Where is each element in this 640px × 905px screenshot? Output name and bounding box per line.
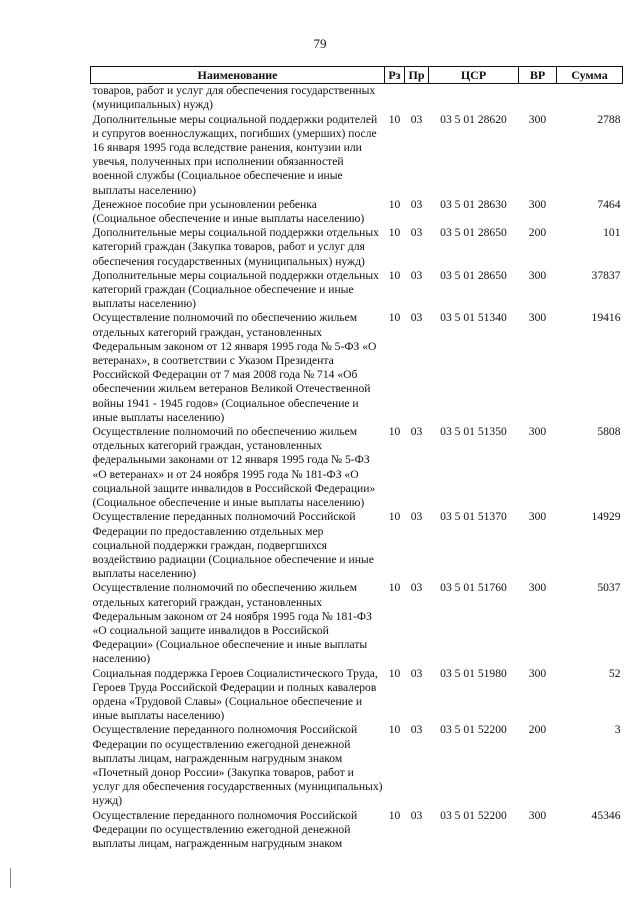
row-vr: 300 — [528, 311, 547, 325]
row-name: Осуществление переданного полномочия Российской Федерации по осуществлению ежегодной денежной выплаты лицам, награжденным нагрудным знаком «Почетный донор России» (Закупка товаров, работ и услуг для обеспечения государственных (муниципальных) нужд) — [92, 723, 383, 808]
table-row — [91, 425, 623, 510]
row-csr: 03 5 01 28630 — [440, 197, 507, 211]
row-name: Осуществление переданного полномочия Российской Федерации по осуществлению ежегодной денежной выплаты лицам, награжденным нагрудным знаком — [92, 808, 358, 850]
row-sum: 5808 — [597, 425, 621, 439]
row-sum: 7464 — [597, 197, 621, 211]
row-rz: 10 — [388, 112, 401, 126]
row-name: Осуществление переданных полномочий Российской Федерации по предоставлению отдельных мер социальной поддержки граждан, подвергшихся воздействию радиации (Социальное обеспечение и иные выплаты населению) — [92, 510, 374, 581]
row-rz: 10 — [388, 425, 401, 439]
row-csr: 03 5 01 51340 — [440, 311, 507, 325]
row-sum: 14929 — [591, 510, 621, 524]
row-vr — [519, 84, 557, 113]
row-name: Осуществление полномочий по обеспечению жильем отдельных категорий граждан, установленных Федеральным законом от 12 января 1995 года № 5-ФЗ «О ветеранах», в соответствии с Указом Президента Российской Федерации от 7 мая 2008 года № 714 «Об обеспечении жильем ветеранов Великой Отечественной войны 1941 - 1945 годов» (Социальное обеспечение и иные выплаты населению) — [92, 311, 377, 424]
row-rz: 10 — [388, 226, 401, 240]
row-vr: 200 — [528, 723, 547, 737]
row-vr: 200 — [528, 226, 547, 240]
table-row — [91, 723, 623, 808]
table-row — [91, 113, 623, 198]
row-pr: 03 — [410, 197, 423, 211]
row-pr: 03 — [410, 311, 423, 325]
row-vr: 300 — [528, 268, 547, 282]
row-csr: 03 5 01 28620 — [440, 112, 507, 126]
table-row — [91, 667, 623, 724]
row-csr: 03 5 01 52200 — [440, 723, 507, 737]
row-vr: 300 — [528, 197, 547, 211]
row-pr: 03 — [410, 510, 423, 524]
table-row — [91, 84, 623, 113]
row-csr: 03 5 01 51350 — [440, 425, 507, 439]
row-name: Дополнительные меры социальной поддержки отдельных категорий граждан (Закупка товаров, работ и услуг для обеспечения государственных (муниципальных) нужд) — [92, 226, 379, 268]
header-sum: Сумма — [557, 67, 623, 84]
header-name: Наименование — [91, 67, 385, 84]
row-vr: 300 — [528, 808, 547, 822]
row-sum: 52 — [608, 666, 621, 680]
row-rz: 10 — [388, 808, 401, 822]
table-row — [91, 311, 623, 425]
row-name: товаров, работ и услуг для обеспечения государственных (муниципальных) нужд) — [92, 84, 376, 112]
header-pr: Пр — [405, 67, 429, 84]
row-rz: 10 — [388, 311, 401, 325]
row-name: Осуществление полномочий по обеспечению жильем отдельных категорий граждан, установленных федеральными законами от 12 января 1995 года № 5-ФЗ «О ветеранах» и от 24 ноября 1995 года № 181-ФЗ «О социальной защите инвалидов в Российской Федерации» (Социальное обеспечение и иные выплаты населению) — [92, 425, 376, 510]
table-row — [91, 226, 623, 269]
row-pr: 03 — [410, 723, 423, 737]
row-name: Осуществление полномочий по обеспечению жильем отдельных категорий граждан, установленных Федеральным законом от 24 ноября 1995 года № 181-ФЗ «О социальной защите инвалидов в Российской Федерации» (Социальное обеспечение и иные выплаты населению) — [92, 581, 372, 666]
row-rz: 10 — [388, 666, 401, 680]
row-rz: 10 — [388, 723, 401, 737]
row-rz: 10 — [388, 268, 401, 282]
header-rz: Рз — [385, 67, 405, 84]
row-csr: 03 5 01 51980 — [440, 666, 507, 680]
row-sum — [557, 84, 623, 113]
row-pr: 03 — [410, 808, 423, 822]
row-pr: 03 — [410, 226, 423, 240]
table-row — [91, 809, 623, 852]
row-sum: 2788 — [597, 112, 621, 126]
table-row — [91, 581, 623, 666]
row-pr: 03 — [410, 268, 423, 282]
row-sum: 101 — [603, 226, 621, 240]
table-body — [91, 84, 623, 851]
table-row — [91, 510, 623, 581]
budget-table — [90, 66, 623, 851]
row-rz: 10 — [388, 581, 401, 595]
row-csr: 03 5 01 28650 — [440, 268, 507, 282]
row-sum: 3 — [614, 723, 621, 737]
header-vr: ВР — [519, 67, 557, 84]
margin-mark — [10, 868, 11, 888]
row-csr: 03 5 01 51760 — [440, 581, 507, 595]
row-name: Дополнительные меры социальной поддержки родителей и супругов военнослужащих, погибших (умерших) после 16 января 1995 года вследствие ранения, контузии или увечья, полученных при исполнении обязанностей военной службы (Социальное обеспечение и иные выплаты населению) — [92, 112, 378, 197]
row-pr — [405, 84, 429, 113]
row-pr: 03 — [410, 666, 423, 680]
page-number: 79 — [313, 36, 327, 51]
row-csr: 03 5 01 52200 — [440, 808, 507, 822]
row-pr: 03 — [410, 581, 423, 595]
row-vr: 300 — [528, 112, 547, 126]
row-pr: 03 — [410, 112, 423, 126]
row-name: Денежное пособие при усыновлении ребенка (Социальное обеспечение и иные выплаты населению) — [92, 197, 365, 226]
row-csr: 03 5 01 51370 — [440, 510, 507, 524]
row-vr: 300 — [528, 510, 547, 524]
row-sum: 5037 — [597, 581, 621, 595]
table-row — [91, 269, 623, 312]
row-csr — [429, 84, 519, 113]
row-csr: 03 5 01 28650 — [440, 226, 507, 240]
row-rz: 10 — [388, 197, 401, 211]
row-vr: 300 — [528, 425, 547, 439]
row-sum: 19416 — [591, 311, 621, 325]
row-name: Дополнительные меры социальной поддержки отдельных категорий граждан (Социальное обеспечение и иные выплаты населению) — [92, 268, 379, 311]
row-rz — [385, 84, 405, 113]
row-rz: 10 — [388, 510, 401, 524]
header-csr: ЦСР — [429, 67, 519, 84]
table-header — [91, 67, 623, 84]
row-sum: 37837 — [591, 268, 621, 282]
row-vr: 300 — [528, 581, 547, 595]
table-row — [91, 198, 623, 226]
row-pr: 03 — [410, 425, 423, 439]
row-sum: 45346 — [591, 808, 621, 822]
row-name: Социальная поддержка Героев Социалистического Труда, Героев Труда Российской Федерации и полных кавалеров ордена «Трудовой Славы» (Социальное обеспечение и иные выплаты населению) — [92, 666, 378, 723]
row-vr: 300 — [528, 666, 547, 680]
